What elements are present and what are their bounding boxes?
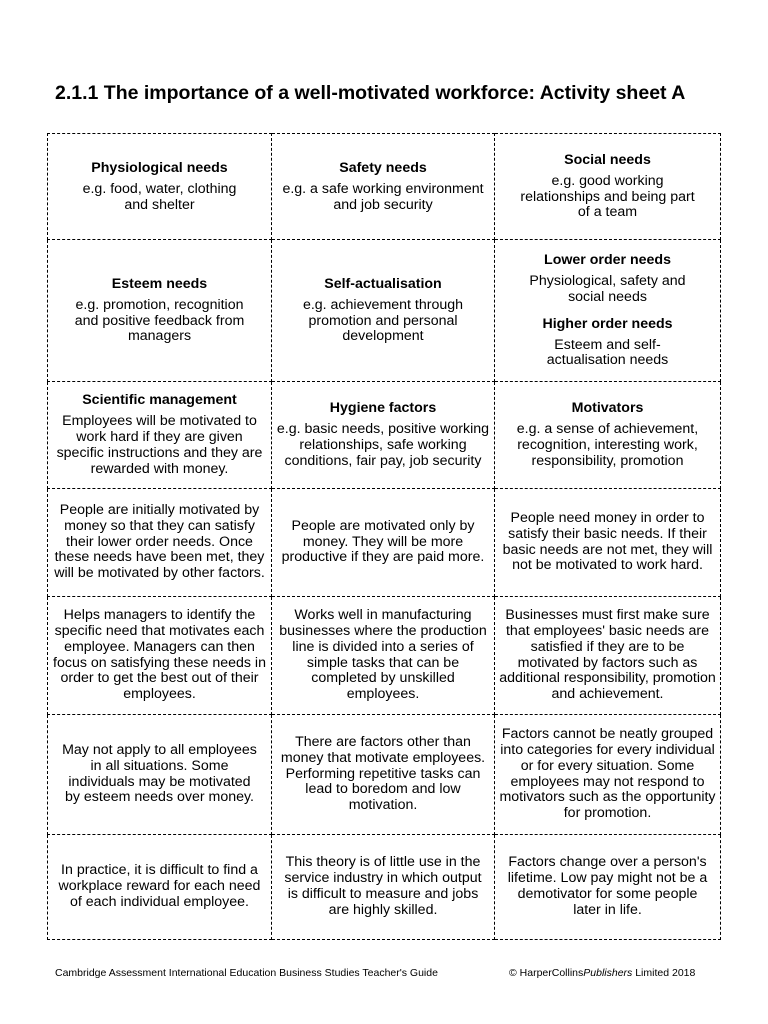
card-scientific-management[interactable] <box>47 382 272 489</box>
card-text: Works well in manufacturing businesses where the production line is divided into a series of simple tasks that can be completed by unskilled employees. <box>279 607 487 703</box>
card-text: Factors cannot be neatly grouped into categories for every individual or for every situation. Some employees may not respond to motivators such as the opportunity for promotion. <box>499 726 716 822</box>
card-statement[interactable] <box>47 489 272 597</box>
card-order-needs[interactable] <box>495 240 721 382</box>
card-heading: Self-actualisation <box>324 275 442 292</box>
copyright-suffix: Limited 2018 <box>632 967 696 979</box>
card-text: e.g. a sense of achievement, recognition, interesting work, responsibility, promotion <box>516 421 699 469</box>
card-statement[interactable] <box>495 597 721 715</box>
copyright-prefix: © HarperCollins <box>509 967 584 979</box>
card-esteem-needs[interactable] <box>47 240 272 382</box>
card-text: Physiological, safety and social needs <box>529 272 686 305</box>
card-heading: Hygiene factors <box>329 400 437 417</box>
card-physiological-needs[interactable] <box>47 133 272 240</box>
copyright-italic: Publishers <box>583 967 633 979</box>
card-grid <box>47 133 721 940</box>
card-text: This theory is of little use in the service industry in which output is difficult to measure and jobs are highly skilled. <box>284 854 482 918</box>
card-text: Factors change over a person's lifetime. Low pay might not be a demotivator for some people later in life. <box>507 854 708 918</box>
card-text: e.g. basic needs, positive working relationships, safe working conditions, fair pay, job security <box>276 421 490 469</box>
card-heading: Scientific management <box>82 392 237 409</box>
card-heading: Lower order needs <box>544 251 671 268</box>
card-text: e.g. achievement through promotion and personal development <box>302 296 464 345</box>
card-text: e.g. a safe working environment and job security <box>282 180 484 213</box>
card-text: People are motivated only by money. They will be more productive if they are paid more. <box>281 517 485 566</box>
card-text: There are factors other than money that motivate employees. Performing repetitive tasks can lead to boredom and low motivation. <box>280 734 486 814</box>
card-statement[interactable] <box>47 835 272 940</box>
card-self-actualisation[interactable] <box>272 240 495 382</box>
card-statement[interactable] <box>47 597 272 715</box>
card-statement[interactable] <box>47 715 272 835</box>
card-statement[interactable] <box>272 489 495 597</box>
card-text: People are initially motivated by money so that they can satisfy their lower order needs. Once these needs have been met, they will be motivated by other factors. <box>54 502 265 582</box>
card-heading: Physiological needs <box>91 159 228 176</box>
card-hygiene-factors[interactable] <box>272 382 495 489</box>
card-text: Esteem and self-actualisation needs <box>546 336 669 369</box>
card-text: Employees will be motivated to work hard if they are given specific instructions and they are rewarded with money. <box>56 413 263 477</box>
card-safety-needs[interactable] <box>272 133 495 240</box>
card-heading: Motivators <box>571 400 644 417</box>
footer-publication: Cambridge Assessment International Education Business Studies Teacher's Guide <box>55 967 438 979</box>
card-heading: Safety needs <box>339 159 427 176</box>
card-statement[interactable] <box>272 835 495 940</box>
card-heading: Higher order needs <box>542 315 673 332</box>
card-text: Businesses must first make sure that employees' basic needs are satisfied if they are to be motivated by factors such as additional responsibility, promotion and achievement. <box>499 607 716 703</box>
page-title: 2.1.1 The importance of a well-motivated workforce: Activity sheet A <box>55 82 686 104</box>
card-text: In practice, it is difficult to find a workplace reward for each need of each individual employee. <box>58 862 261 910</box>
card-social-needs[interactable] <box>495 133 721 240</box>
card-statement[interactable] <box>272 715 495 835</box>
card-text: May not apply to all employees in all situations. Some individuals may be motivated by esteem needs over money. <box>62 741 257 806</box>
card-statement[interactable] <box>495 489 721 597</box>
card-statement[interactable] <box>495 715 721 835</box>
card-statement[interactable] <box>495 835 721 940</box>
card-heading: Esteem needs <box>111 275 208 292</box>
card-text: e.g. food, water, clothing and shelter <box>82 180 237 213</box>
card-statement[interactable] <box>272 597 495 715</box>
card-heading: Social needs <box>564 151 651 168</box>
card-text: Helps managers to identify the specific need that motivates each employee. Managers can then focus on satisfying these needs in order to get the best out of their employees. <box>53 607 266 703</box>
card-text: e.g. promotion, recognition and positive feedback from managers <box>74 296 245 345</box>
card-text: People need money in order to satisfy their basic needs. If their basic needs are not met, they will not be motivated to work hard. <box>502 509 713 574</box>
footer-copyright <box>509 967 695 979</box>
card-motivators[interactable] <box>495 382 721 489</box>
card-text: e.g. good working relationships and being part of a team <box>520 172 695 221</box>
